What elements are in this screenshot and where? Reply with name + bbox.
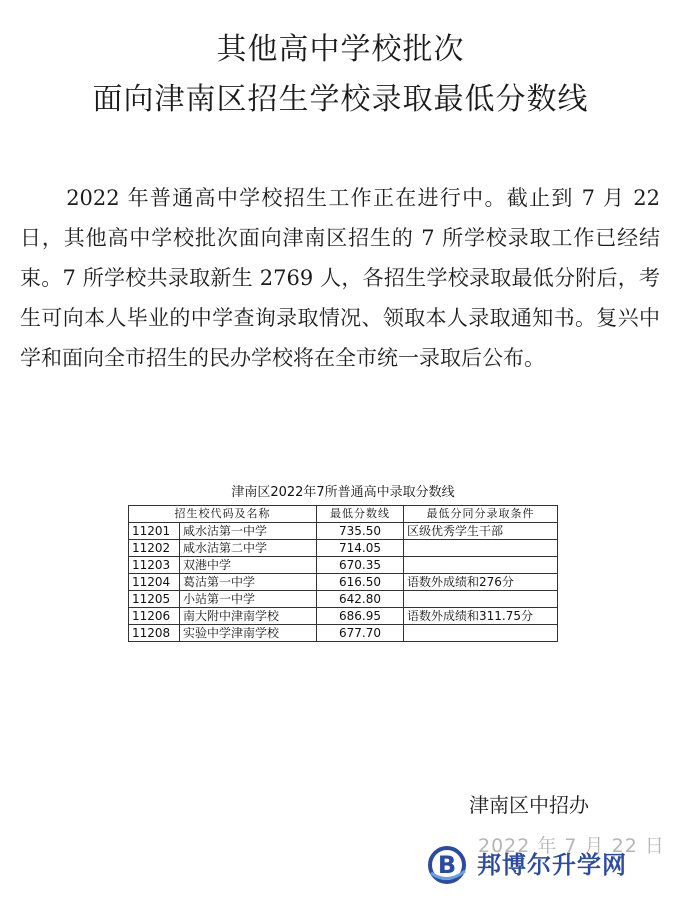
school-name: 双港中学 [180,557,317,574]
school-code: 11204 [129,574,180,591]
watermark-text: 邦博尔升学网 [477,851,627,879]
school-code: 11203 [129,557,180,574]
svg-text:B: B [437,851,457,879]
table-row [129,591,558,608]
tie-condition [404,557,558,574]
min-score: 686.95 [317,608,404,625]
table-row [129,625,558,642]
score-table-section [128,484,558,642]
table-row [129,540,558,557]
school-code: 11201 [129,523,180,540]
header-min-score: 最低分数线 [317,506,404,523]
school-name: 南大附中津南学校 [180,608,317,625]
table-header-row [129,506,558,523]
min-score: 616.50 [317,574,404,591]
tie-condition: 区级优秀学生干部 [404,523,558,540]
table-caption: 津南区2022年7所普通高中录取分数线 [231,485,455,500]
tie-condition [404,591,558,608]
table-row [129,523,558,540]
b-logo-icon [425,845,471,885]
min-score: 677.70 [317,625,404,642]
header-code-name: 招生校代码及名称 [129,506,317,523]
school-name: 实验中学津南学校 [180,625,317,642]
school-name: 葛沽第一中学 [180,574,317,591]
page-title-line-1: 其他高中学校批次 [216,32,465,67]
school-name: 小站第一中学 [180,591,317,608]
issuer-signature: 津南区中招办 [469,793,589,817]
score-table [128,505,558,642]
issue-date: 2022 年 7 月 22 日 [478,835,665,857]
min-score: 714.05 [317,540,404,557]
header-condition: 最低分同分录取条件 [404,506,558,523]
min-score: 670.35 [317,557,404,574]
school-name: 咸水沽第二中学 [180,540,317,557]
notice-paragraph: 2022 年普通高中学校招生工作正在进行中。截止到 7 月 22 日，其他高中学校批次面向津南区招生的 7 所学校录取工作已经结束。7 所学校共录取新生 2769 人，各招生学校录取最低分附后，考生可向本人毕业的中学查询录取情况、领取本人录取通知书。复兴中学和面向全市招生的民办学校将在全市统一录取后公布。 [20,186,660,370]
tie-condition [404,540,558,557]
min-score: 735.50 [317,523,404,540]
table-row [129,608,558,625]
school-code: 11208 [129,625,180,642]
school-code: 11202 [129,540,180,557]
school-code: 11206 [129,608,180,625]
table-row [129,557,558,574]
tie-condition [404,625,558,642]
site-watermark [425,845,665,885]
min-score: 642.80 [317,591,404,608]
table-row [129,574,558,591]
school-name: 咸水沽第一中学 [180,523,317,540]
page-title-line-2: 面向津南区招生学校录取最低分数线 [92,82,589,117]
notice-body [20,178,660,378]
school-code: 11205 [129,591,180,608]
tie-condition: 语数外成绩和276分 [404,574,558,591]
tie-condition: 语数外成绩和311.75分 [404,608,558,625]
